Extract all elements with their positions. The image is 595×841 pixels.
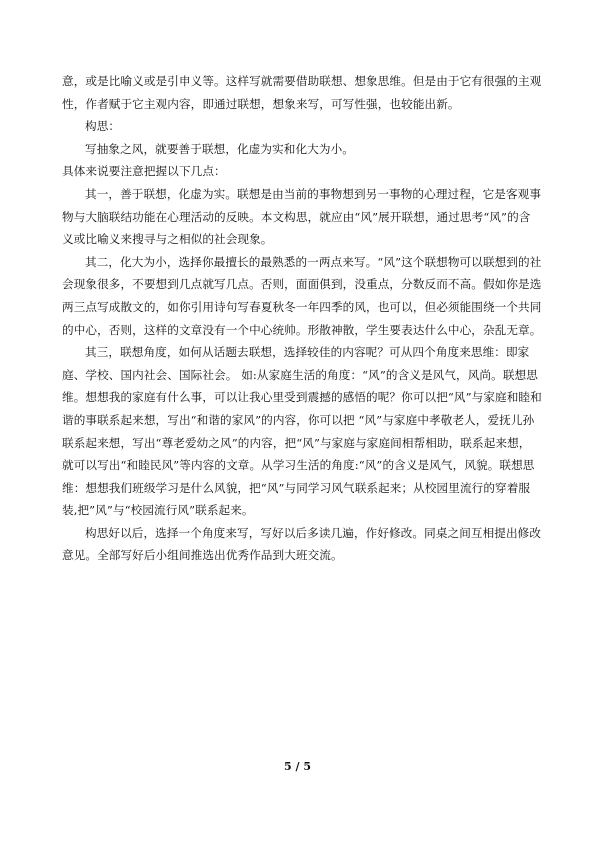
page-number: 5 / 5 [284, 760, 311, 773]
paragraph-conception-heading: 构思： [85, 119, 121, 134]
paragraph-conclusion: 构思好以后，选择一个角度来写，写好以后多读几遍，作好修改。同桌之间互相提出修改意见。全部写好后小组间推选出优秀作品到大班交流。 [62, 525, 542, 563]
paragraph-conception-summary: 写抽象之风，就要善于联想，化虚为实和化大为小。 [85, 141, 354, 156]
paragraph-continuation: 意，或是比喻义或是引申义等。这样写就需要借助联想、想象思维。但是由于它有很强的主观性，作者赋于它主观内容，即通过联想，想象来写，可写性强，也较能出新。 [62, 74, 542, 111]
paragraph-points-intro: 具体来说要注意把握以下几点： [62, 164, 226, 179]
paragraph-point-one: 其一，善于联想，化虚为实。联想是由当前的事物想到另一事物的心理过程，它是客观事物与大脑联结功能在心理活动的反映。本文构思，就应由“风”展开联想，通过思考“风”的含义或比喻义来搜寻与之相似的社会现象。 [62, 186, 542, 247]
document-body [62, 70, 542, 567]
paragraph-point-two: 其二，化大为小，选择你最擅长的最熟悉的一两点来写。“风”这个联想物可以联想到的社会现象很多，不要想到几点就写几点。否则，面面俱到，没重点，分数反而不高。假如你是选两三点写成散文的，如你引用诗句写春夏秋冬一年四季的风，也可以，但必须能围绕一个共同的中心，否则，这样的文章没有一个中心统帅。形散神散，学生要表达什么中心，杂乱无章。 [62, 254, 542, 337]
paragraph-point-three: 其三，联想角度，如何从话题去联想，选择较佳的内容呢？可从四个角度来思维：即家庭、学校、国内社会、国际社会。 如:从家庭生活的角度：“风”的含义是风气，风尚。联想思维。想想我的家庭有什么事，可以让我心里受到震撼的感悟的呢？你可以把“风”与家庭和睦和谐的事联系起来想，写出“和谐的家风”的内容，你可以把 “风”与家庭中孝敬老人，爱抚儿孙联系起来想，写出“尊老爱幼之风”的内容，把“风”与家庭与家庭间相帮相助，联系起来想，就可以写出“和睦民风”等内容的文章。从学习生活的角度:“风”的含义是风气，风貌。联想思维：想想我们班级学习是什么风貌，把“风”与同学习风气联系起来；从校园里流行的穿着服装,把”风”与“校园流行风”联系起来。 [62, 345, 542, 518]
